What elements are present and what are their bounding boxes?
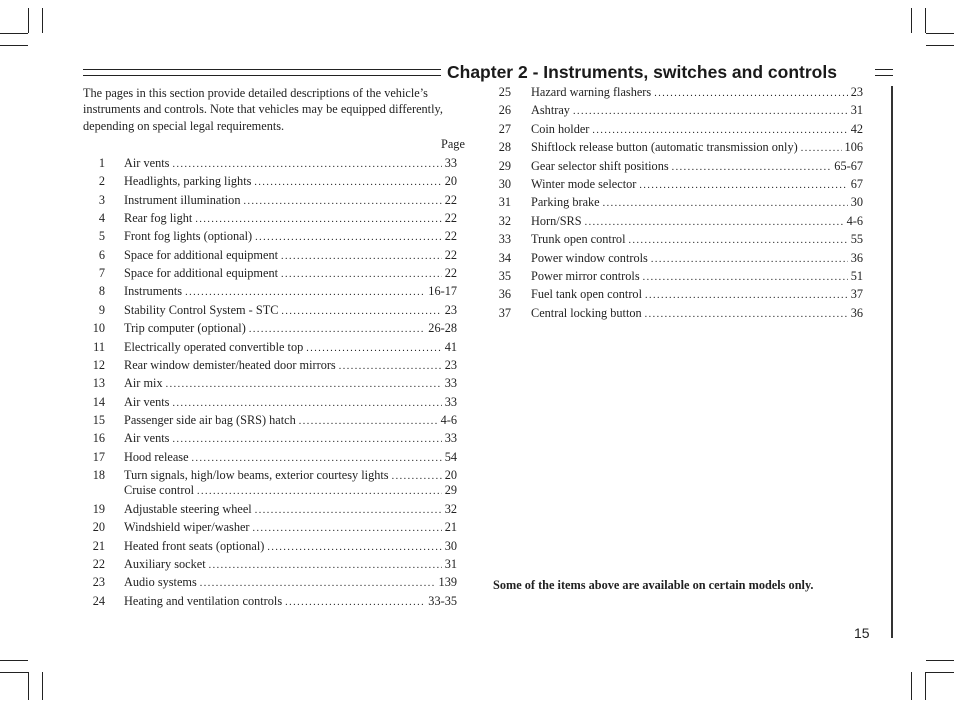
toc-entry	[489, 84, 863, 100]
entry-label: Air mix	[124, 376, 163, 391]
chapter-title: Chapter 2 - Instruments, switches and controls	[447, 62, 837, 82]
entry-label: Rear window demister/heated door mirrors	[124, 357, 336, 372]
entry-label: Ashtray	[531, 103, 570, 118]
toc-entry	[83, 265, 457, 281]
entry-page: 26-28	[428, 321, 457, 336]
entry-label: Rear fog light	[124, 211, 193, 226]
entry-page: 55	[850, 232, 863, 247]
entry-label: Auxiliary socket	[124, 556, 206, 571]
toc-entry	[83, 375, 457, 391]
entry-page: 41	[444, 339, 457, 354]
entry-label: Passenger side air bag (SRS) hatch	[124, 412, 296, 427]
dot-leader	[281, 267, 442, 283]
dot-leader	[339, 359, 442, 375]
dot-leader	[585, 215, 844, 231]
dot-leader	[672, 160, 832, 176]
entry-page: 33	[444, 376, 457, 391]
toc-entry	[489, 176, 863, 192]
entry-number: 31	[498, 195, 511, 210]
dot-leader	[192, 451, 442, 467]
entry-page: 67	[850, 177, 863, 191]
entry-page: 22	[444, 266, 457, 281]
dot-leader	[243, 194, 441, 210]
entry-label: Central locking button	[531, 305, 642, 320]
entry-number: 2	[98, 174, 105, 189]
entry-sub-label: Cruise control	[124, 483, 195, 498]
entry-label: Heating and ventilation controls	[124, 593, 283, 608]
entry-page: 139	[438, 575, 457, 590]
entry-number: 3	[98, 192, 105, 207]
entry-label: Electrically operated convertible top	[124, 339, 304, 354]
toc-entry	[489, 250, 863, 266]
toc-entry	[489, 102, 863, 118]
dot-leader	[185, 285, 425, 301]
toc-entry	[83, 501, 457, 517]
page-column-header: Page	[441, 137, 465, 151]
entry-label: Power window controls	[531, 250, 648, 265]
entry-page: 51	[850, 269, 863, 283]
entry-label: Headlights, parking lights	[124, 174, 252, 189]
toc-entry	[83, 430, 457, 446]
entry-label: Space for additional equipment	[124, 247, 279, 262]
entry-page: 106	[844, 140, 863, 155]
dot-leader	[645, 288, 848, 304]
entry-label: Audio systems	[124, 575, 197, 590]
entry-number: 7	[98, 266, 105, 281]
entry-number: 27	[498, 121, 511, 136]
toc-entry	[489, 158, 863, 174]
chapter-header	[83, 61, 893, 83]
entry-label: Air vents	[124, 394, 170, 409]
entry-page: 32	[444, 501, 457, 516]
entry-number: 29	[498, 158, 511, 173]
toc-entry	[83, 412, 457, 428]
entry-number: 26	[498, 103, 511, 118]
entry-number: 22	[92, 556, 105, 571]
entry-label: Trip computer (optional)	[124, 321, 246, 336]
dot-leader	[603, 196, 848, 212]
dot-leader	[639, 178, 847, 194]
entry-label: Instrument illumination	[124, 192, 241, 207]
toc-entry	[83, 210, 457, 226]
entry-number: 34	[498, 250, 511, 265]
toc-entry	[489, 121, 863, 137]
dot-leader	[172, 396, 441, 412]
dot-leader	[281, 249, 442, 265]
toc-entry	[83, 556, 457, 572]
entry-page: 4-6	[846, 213, 863, 228]
entry-number: 18	[92, 467, 105, 482]
entry-label: Hood release	[124, 449, 189, 464]
entry-page: 23	[444, 357, 457, 372]
header-rule-left	[83, 69, 441, 76]
entry-page: 33	[444, 394, 457, 409]
dot-leader	[200, 576, 436, 592]
toc-entry	[83, 538, 457, 554]
dot-leader	[166, 377, 442, 393]
entry-number: 33	[498, 232, 511, 247]
entry-label: Air vents	[124, 431, 170, 446]
entry-label: Parking brake	[531, 195, 600, 210]
entry-label: Windshield wiper/washer	[124, 520, 250, 535]
toc-entry	[83, 247, 457, 263]
toc-entry	[83, 394, 457, 410]
entry-number: 8	[98, 284, 105, 299]
toc-entry	[83, 155, 457, 171]
dot-leader	[172, 157, 441, 173]
dot-leader	[281, 304, 441, 320]
entry-page: 21	[444, 520, 457, 535]
toc-entry	[83, 357, 457, 373]
entry-number: 5	[98, 229, 105, 244]
entry-page: 65-67	[834, 158, 863, 173]
toc-entry	[83, 320, 457, 336]
dot-leader	[267, 540, 441, 556]
toc-entry	[83, 519, 457, 535]
dot-leader	[209, 558, 442, 574]
toc-entry	[83, 302, 457, 318]
page-number: 15	[854, 625, 870, 641]
dot-leader	[651, 252, 848, 268]
entry-number: 9	[98, 302, 105, 317]
dot-leader	[299, 414, 438, 430]
toc-entry	[489, 213, 863, 229]
dot-leader	[645, 307, 848, 323]
toc-entry	[489, 194, 863, 210]
entry-label: Front fog lights (optional)	[124, 229, 253, 244]
header-rule-right	[875, 69, 893, 76]
availability-note: Some of the items above are available on certain models only.	[493, 578, 814, 592]
toc-entry	[83, 283, 457, 299]
entry-page: 22	[444, 192, 457, 207]
toc-entry	[489, 286, 863, 302]
toc-entry	[489, 231, 863, 247]
entry-sub-page: 29	[444, 483, 457, 498]
dot-leader	[195, 212, 441, 228]
dot-leader	[172, 432, 441, 448]
entry-number: 1	[98, 156, 105, 170]
entry-label: Space for additional equipment	[124, 266, 279, 281]
intro-paragraph: The pages in this section provide detailed descriptions of the vehicle’s instruments and controls. Note that vehicles may be equipped differently, depending on special legal requirements.	[83, 86, 443, 133]
dot-leader	[254, 175, 441, 191]
entry-number: 13	[92, 376, 105, 391]
entry-number: 14	[92, 394, 105, 409]
entry-label: Instruments	[124, 284, 183, 299]
toc-entry	[83, 228, 457, 244]
entry-page: 20	[444, 467, 457, 482]
entry-label: Coin holder	[531, 121, 590, 136]
entry-number: 21	[92, 538, 105, 553]
entry-page: 33	[444, 156, 457, 170]
toc-entry	[489, 305, 863, 321]
dot-leader	[255, 503, 442, 519]
entry-label: Air vents	[124, 156, 170, 170]
entry-page: 16-17	[428, 284, 457, 299]
entry-number: 11	[93, 339, 105, 354]
entry-page: 22	[444, 211, 457, 226]
entry-page: 22	[444, 247, 457, 262]
entry-page: 37	[850, 287, 863, 302]
dot-leader	[654, 86, 848, 102]
dot-leader	[592, 123, 847, 139]
entry-number: 35	[498, 269, 511, 283]
dot-leader	[643, 270, 848, 286]
entry-number: 15	[92, 412, 105, 427]
entry-page: 22	[444, 229, 457, 244]
entry-label: Gear selector shift positions	[531, 158, 669, 173]
entry-number: 10	[92, 321, 105, 336]
entry-number: 25	[498, 85, 511, 99]
entry-page: 4-6	[440, 412, 457, 427]
dot-leader	[629, 233, 848, 249]
entry-label: Hazard warning flashers	[531, 85, 652, 99]
entry-page: 42	[850, 121, 863, 136]
toc-entry	[83, 192, 457, 208]
entry-page: 23	[850, 85, 863, 99]
entry-label: Stability Control System - STC	[124, 302, 279, 317]
entry-number: 16	[92, 431, 105, 446]
toc-entry	[83, 173, 457, 189]
dot-leader	[197, 484, 442, 500]
dot-leader	[573, 104, 848, 120]
entry-label: Fuel tank open control	[531, 287, 642, 302]
entry-page: 36	[850, 305, 863, 320]
toc-entry	[83, 593, 457, 609]
entry-page: 30	[850, 195, 863, 210]
toc-entry	[83, 467, 457, 498]
entry-page: 20	[444, 174, 457, 189]
entry-number: 19	[92, 501, 105, 516]
entry-number: 23	[92, 575, 105, 590]
entry-page: 30	[444, 538, 457, 553]
entry-page: 33	[444, 431, 457, 446]
dot-leader	[801, 141, 842, 157]
toc-entry	[83, 339, 457, 355]
entry-number: 24	[92, 593, 105, 608]
entry-number: 37	[498, 305, 511, 320]
entry-page: 31	[444, 556, 457, 571]
entry-number: 30	[498, 177, 511, 191]
dot-leader	[306, 341, 441, 357]
dot-leader	[285, 595, 425, 611]
entry-page: 33-35	[428, 593, 457, 608]
entry-number: 6	[98, 247, 105, 262]
entry-number: 32	[498, 213, 511, 228]
entry-label: Adjustable steering wheel	[124, 501, 252, 516]
entry-page: 54	[444, 449, 457, 464]
entry-page: 31	[850, 103, 863, 118]
entry-label: Power mirror controls	[531, 269, 640, 283]
entry-label: Shiftlock release button (automatic transmission only)	[531, 140, 798, 155]
toc-entry	[83, 574, 457, 590]
dot-leader	[255, 230, 442, 246]
entry-page: 23	[444, 302, 457, 317]
toc-entry	[489, 268, 863, 284]
toc-entry	[489, 139, 863, 155]
entry-page: 36	[850, 250, 863, 265]
toc-entry	[83, 449, 457, 465]
entry-label: Heated front seats (optional)	[124, 538, 265, 553]
entry-number: 12	[92, 357, 105, 372]
entry-number: 4	[98, 211, 105, 226]
entry-label: Horn/SRS	[531, 213, 582, 228]
dot-leader	[253, 521, 442, 537]
entry-label: Trunk open control	[531, 232, 626, 247]
vertical-rule	[891, 86, 893, 638]
entry-number: 17	[92, 449, 105, 464]
dot-leader	[249, 322, 425, 338]
entry-label: Winter mode selector	[531, 177, 637, 191]
entry-number: 20	[92, 520, 105, 535]
entry-label: Turn signals, high/low beams, exterior courtesy lights	[124, 467, 389, 482]
entry-number: 28	[498, 140, 511, 155]
entry-number: 36	[498, 287, 511, 302]
